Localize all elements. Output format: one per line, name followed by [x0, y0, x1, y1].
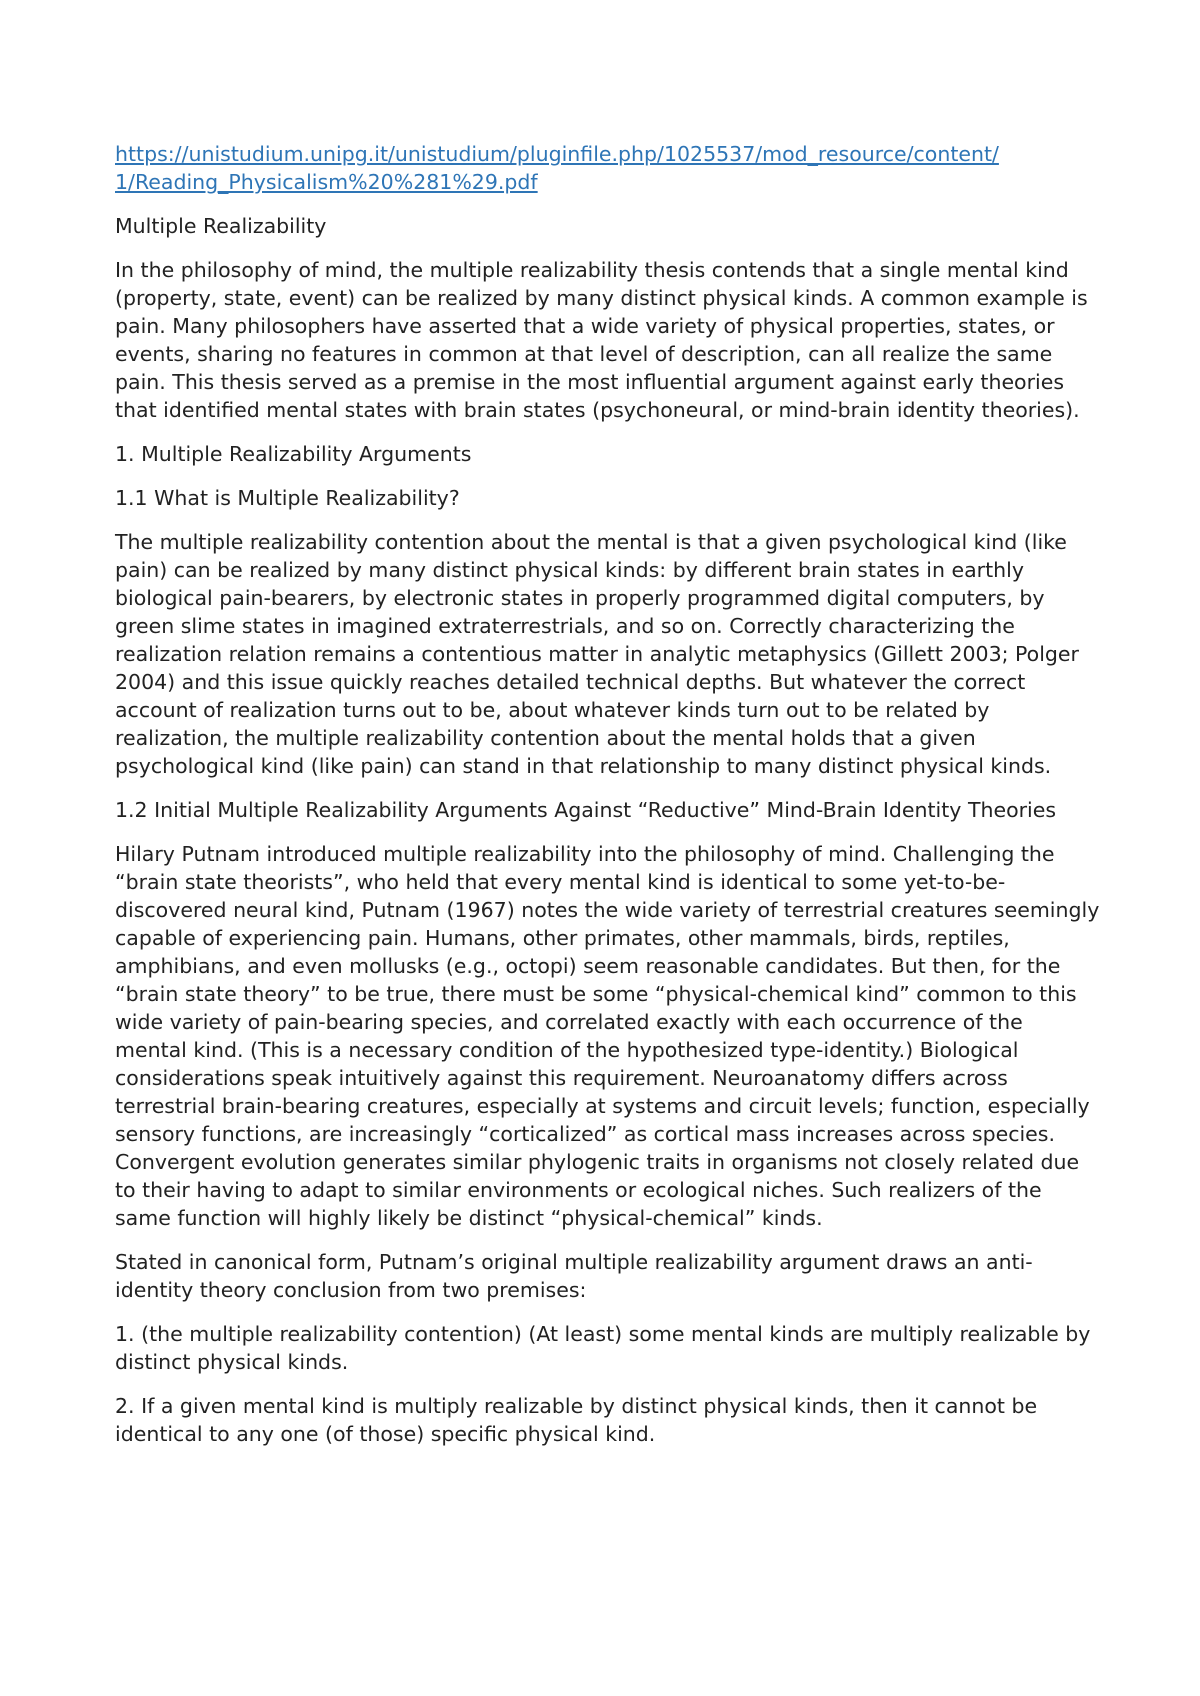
source-link-line1[interactable]: https://unistudium.unipg.it/unistudium/pluginfile.php/1025537/mod_resource/content/	[115, 142, 999, 166]
document-page	[115, 140, 1100, 1464]
section-1-heading: 1. Multiple Realizability Arguments	[115, 442, 472, 466]
section-1-1-paragraph: The multiple realizability contention about the mental is that a given psychological kind (like pain) can be realized by many distinct physical kinds: by different brain states in earthly biological pain-bearers, by electronic states in properly programmed digital computers, by green slime states in imagined extraterrestrials, and so on. Correctly characterizing the realization relation remains a contentious matter in analytic metaphysics (Gillett 2003; Polger 2004) and this issue quickly reaches detailed technical depths. But whatever the correct account of realization turns out to be, about whatever kinds turn out to be related by realization, the multiple realizability contention about the mental holds that a given psychological kind (like pain) can stand in that relationship to many distinct physical kinds.	[115, 530, 1079, 778]
canonical-form-paragraph: Stated in canonical form, Putnam’s original multiple realizability argument draws an anti-identity theory conclusion from two premises:	[115, 1250, 1033, 1302]
premise-2: 2. If a given mental kind is multiply realizable by distinct physical kinds, then it cannot be identical to any one (of those) specific physical kind.	[115, 1394, 1038, 1446]
section-1-1-heading: 1.1 What is Multiple Realizability?	[115, 486, 460, 510]
section-1-2-heading: 1.2 Initial Multiple Realizability Arguments Against “Reductive” Mind-Brain Identity Theories	[115, 798, 1057, 822]
premise-1: 1. (the multiple realizability contention) (At least) some mental kinds are multiply realizable by distinct physical kinds.	[115, 1322, 1091, 1374]
document-title: Multiple Realizability	[115, 214, 327, 238]
intro-paragraph: In the philosophy of mind, the multiple realizability thesis contends that a single mental kind (property, state, event) can be realized by many distinct physical kinds. A common example is pain. Many philosophers have asserted that a wide variety of physical properties, states, or events, sharing no features in common at that level of description, can all realize the same pain. This thesis served as a premise in the most influential argument against early theories that identified mental states with brain states (psychoneural, or mind-brain identity theories).	[115, 258, 1088, 422]
section-1-2-paragraph: Hilary Putnam introduced multiple realizability into the philosophy of mind. Challenging the “brain state theorists”, who held that every mental kind is identical to some yet-to-be-discovered neural kind, Putnam (1967) notes the wide variety of terrestrial creatures seemingly capable of experiencing pain. Humans, other primates, other mammals, birds, reptiles, amphibians, and even mollusks (e.g., octopi) seem reasonable candidates. But then, for the “brain state theory” to be true, there must be some “physical-chemical kind” common to this wide variety of pain-bearing species, and correlated exactly with each occurrence of the mental kind. (This is a necessary condition of the hypothesized type-identity.) Biological considerations speak intuitively against this requirement. Neuroanatomy differs across terrestrial brain-bearing creatures, especially at systems and circuit levels; function, especially sensory functions, are increasingly “corticalized” as cortical mass increases across species. Convergent evolution generates similar phylogenic traits in organisms not closely related due to their having to adapt to similar environments or ecological niches. Such realizers of the same function will highly likely be distinct “physical-chemical” kinds.	[115, 842, 1100, 1230]
source-link-line2[interactable]: 1/Reading_Physicalism%20%281%29.pdf	[115, 170, 538, 194]
source-link[interactable]	[115, 140, 1100, 196]
